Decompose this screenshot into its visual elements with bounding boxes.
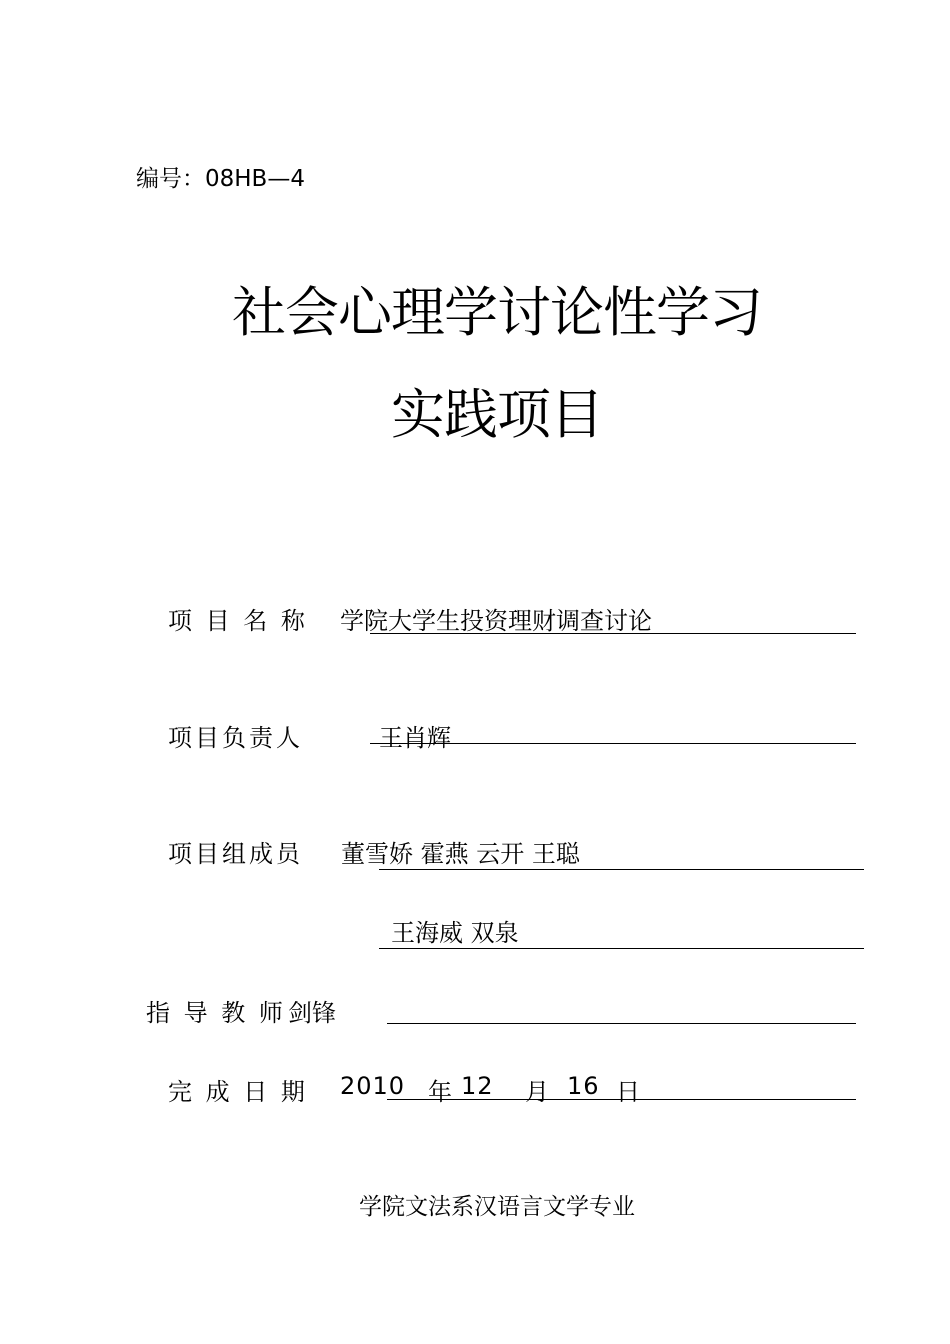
document-serial-number: 编号：08HB—4 xyxy=(136,166,305,192)
project-members-line-2: 王海威 双泉 xyxy=(391,919,519,947)
completion-date-underline xyxy=(387,1099,856,1100)
project-leader-label: 项目负责人 xyxy=(168,724,303,752)
department-footer: 学院文法系汉语言文学专业 xyxy=(359,1194,635,1220)
completion-date-year-unit: 年 xyxy=(428,1078,452,1106)
completion-date-label: 完 成 日 期 xyxy=(168,1078,308,1106)
project-name-label: 项 目 名 称 xyxy=(168,607,308,635)
advisor-underline xyxy=(387,1023,856,1024)
completion-date-month: 12 xyxy=(461,1072,494,1100)
project-members-label: 项目组成员 xyxy=(168,840,303,868)
project-members-underline-1 xyxy=(379,869,864,870)
completion-date-day: 16 xyxy=(567,1072,600,1100)
project-name-value: 学院大学生投资理财调查讨论 xyxy=(340,607,652,635)
advisor-value: 剑锋 xyxy=(288,999,336,1027)
project-members-underline-2 xyxy=(379,948,864,949)
completion-date-day-unit: 日 xyxy=(616,1078,640,1106)
project-members-line-1: 董雪娇 霍燕 云开 王聪 xyxy=(341,840,580,868)
document-title-line-2: 实践项目 xyxy=(391,383,603,446)
project-name-underline xyxy=(370,633,856,634)
project-leader-value: 王肖辉 xyxy=(379,724,451,752)
completion-date-year: 2010 xyxy=(340,1072,406,1100)
document-title-line-1: 社会心理学讨论性学习 xyxy=(232,281,762,344)
project-leader-underline xyxy=(370,743,856,744)
advisor-label: 指 导 教 师 xyxy=(146,999,286,1027)
completion-date-month-unit: 月 xyxy=(525,1078,549,1106)
